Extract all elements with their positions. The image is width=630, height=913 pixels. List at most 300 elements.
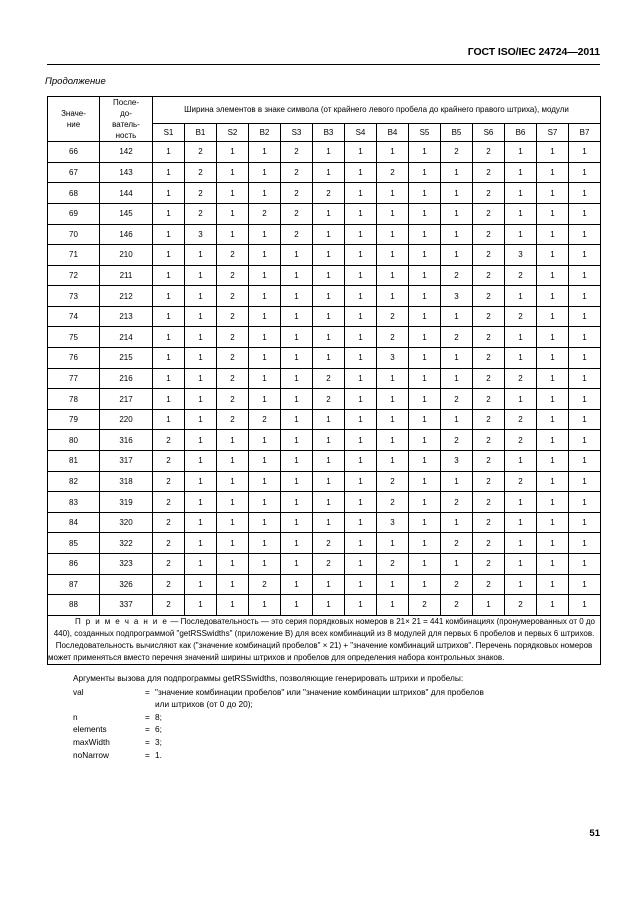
cell-width-s2: 2 bbox=[217, 327, 249, 348]
cell-width-s3: 2 bbox=[281, 183, 313, 204]
cell-width-s6: 2 bbox=[473, 430, 505, 451]
cell-width-s2: 1 bbox=[217, 533, 249, 554]
continuation-caption: Продолжение bbox=[45, 76, 106, 87]
note-text: — Последовательность — это серия порядковых номеров в 21× 21 = 441 комбинациях (пронумерованных от 0 до 440), созданных подпрограммой "getRSSwidths" (приложение В) для всех комбинаций из 8 модулей для первых 6 пробелов и первых 6 штрихов. Последовательность вычисляют как ("значение комбинаций пробелов" × 21) + "значение комбинаций штрихов". Перечень порядковых номеров может применяться вместо перечня значений ширины штрихов и пробелов для определения набора контрольных знаков. bbox=[48, 616, 596, 662]
cell-width-b3: 1 bbox=[313, 471, 345, 492]
cell-width-b2: 1 bbox=[249, 389, 281, 410]
cell-width-s1: 1 bbox=[153, 368, 185, 389]
cell-width-b1: 1 bbox=[185, 368, 217, 389]
cell-width-s7: 1 bbox=[537, 224, 569, 245]
cell-width-b4: 1 bbox=[377, 286, 409, 307]
cell-width-s5: 1 bbox=[409, 286, 441, 307]
cell-width-s3: 1 bbox=[281, 368, 313, 389]
table-row bbox=[48, 306, 601, 327]
cell-width-s5: 1 bbox=[409, 451, 441, 472]
cell-width-s3: 1 bbox=[281, 595, 313, 616]
table-note bbox=[48, 615, 601, 664]
cell-width-s2: 2 bbox=[217, 409, 249, 430]
header-module-b3: B3 bbox=[313, 124, 345, 142]
arguments-intro: Аргументы вызова для подпрограммы getRSSwidths, позволяющие генерировать штрихи и пробелы: bbox=[73, 673, 464, 683]
cell-width-b3: 2 bbox=[313, 533, 345, 554]
cell-value: 86 bbox=[48, 554, 100, 575]
cell-width-s4: 1 bbox=[345, 265, 377, 286]
cell-width-s2: 2 bbox=[217, 368, 249, 389]
table-row bbox=[48, 224, 601, 245]
cell-width-b1: 2 bbox=[185, 183, 217, 204]
cell-width-b6: 3 bbox=[505, 245, 537, 266]
cell-value: 88 bbox=[48, 595, 100, 616]
arguments-block bbox=[73, 672, 578, 761]
cell-width-b6: 2 bbox=[505, 368, 537, 389]
cell-width-b5: 1 bbox=[441, 224, 473, 245]
table-row bbox=[48, 265, 601, 286]
cell-sequence: 215 bbox=[100, 348, 153, 369]
cell-width-b2: 1 bbox=[249, 286, 281, 307]
cell-sequence: 211 bbox=[100, 265, 153, 286]
cell-width-s7: 1 bbox=[537, 142, 569, 163]
cell-width-b6: 2 bbox=[505, 409, 537, 430]
cell-width-s7: 1 bbox=[537, 389, 569, 410]
table-row bbox=[48, 203, 601, 224]
header-sequence-line4: ность bbox=[115, 131, 137, 141]
cell-sequence: 337 bbox=[100, 595, 153, 616]
cell-width-s3: 1 bbox=[281, 430, 313, 451]
cell-width-s1: 1 bbox=[153, 327, 185, 348]
table-header bbox=[48, 97, 601, 142]
cell-width-b3: 1 bbox=[313, 430, 345, 451]
cell-sequence: 220 bbox=[100, 409, 153, 430]
cell-width-s6: 2 bbox=[473, 183, 505, 204]
cell-width-b4: 1 bbox=[377, 389, 409, 410]
cell-width-s1: 2 bbox=[153, 430, 185, 451]
cell-width-b5: 3 bbox=[441, 451, 473, 472]
cell-width-b2: 1 bbox=[249, 512, 281, 533]
cell-width-s3: 2 bbox=[281, 142, 313, 163]
header-value bbox=[48, 97, 100, 142]
cell-width-s2: 2 bbox=[217, 348, 249, 369]
cell-width-b4: 1 bbox=[377, 142, 409, 163]
cell-width-b5: 1 bbox=[441, 471, 473, 492]
cell-sequence: 144 bbox=[100, 183, 153, 204]
cell-width-s3: 1 bbox=[281, 245, 313, 266]
table-row bbox=[48, 533, 601, 554]
cell-width-s1: 2 bbox=[153, 451, 185, 472]
cell-width-b4: 1 bbox=[377, 265, 409, 286]
cell-width-s6: 1 bbox=[473, 595, 505, 616]
cell-width-b4: 1 bbox=[377, 451, 409, 472]
cell-value: 84 bbox=[48, 512, 100, 533]
cell-width-b3: 1 bbox=[313, 327, 345, 348]
header-widths-span-title: Ширина элементов в знаке символа (от крайнего левого пробела до крайнего правого штриха), модули bbox=[153, 97, 601, 124]
cell-sequence: 214 bbox=[100, 327, 153, 348]
cell-width-s4: 1 bbox=[345, 451, 377, 472]
cell-width-s6: 2 bbox=[473, 409, 505, 430]
cell-width-b7: 1 bbox=[569, 183, 601, 204]
table-row bbox=[48, 162, 601, 183]
argument-name: n bbox=[73, 711, 78, 722]
cell-width-s1: 2 bbox=[153, 533, 185, 554]
cell-width-s2: 2 bbox=[217, 286, 249, 307]
header-module-s4: S4 bbox=[345, 124, 377, 142]
header-module-s5: S5 bbox=[409, 124, 441, 142]
cell-width-b3: 1 bbox=[313, 574, 345, 595]
cell-width-b3: 1 bbox=[313, 142, 345, 163]
cell-width-b1: 2 bbox=[185, 203, 217, 224]
cell-width-s5: 1 bbox=[409, 533, 441, 554]
cell-width-b1: 1 bbox=[185, 327, 217, 348]
cell-width-s4: 1 bbox=[345, 306, 377, 327]
cell-width-s4: 1 bbox=[345, 368, 377, 389]
cell-sequence: 318 bbox=[100, 471, 153, 492]
cell-width-b2: 1 bbox=[249, 492, 281, 513]
cell-width-b1: 1 bbox=[185, 471, 217, 492]
cell-width-b7: 1 bbox=[569, 492, 601, 513]
cell-width-b7: 1 bbox=[569, 327, 601, 348]
cell-width-s7: 1 bbox=[537, 554, 569, 575]
table-row bbox=[48, 430, 601, 451]
cell-width-b3: 2 bbox=[313, 368, 345, 389]
cell-value: 85 bbox=[48, 533, 100, 554]
cell-sequence: 216 bbox=[100, 368, 153, 389]
cell-width-b5: 2 bbox=[441, 574, 473, 595]
cell-width-b4: 3 bbox=[377, 512, 409, 533]
cell-width-s3: 1 bbox=[281, 512, 313, 533]
cell-width-s5: 1 bbox=[409, 224, 441, 245]
cell-width-s5: 1 bbox=[409, 348, 441, 369]
header-sequence-line1: После- bbox=[113, 98, 139, 107]
cell-width-b4: 1 bbox=[377, 595, 409, 616]
cell-width-b3: 1 bbox=[313, 306, 345, 327]
cell-width-b6: 2 bbox=[505, 306, 537, 327]
cell-width-b1: 1 bbox=[185, 574, 217, 595]
cell-value: 83 bbox=[48, 492, 100, 513]
cell-width-s1: 1 bbox=[153, 286, 185, 307]
header-sequence bbox=[100, 97, 153, 142]
cell-width-b4: 1 bbox=[377, 368, 409, 389]
cell-width-s5: 1 bbox=[409, 142, 441, 163]
cell-width-b2: 2 bbox=[249, 203, 281, 224]
note-row bbox=[48, 615, 601, 664]
cell-width-s2: 1 bbox=[217, 574, 249, 595]
cell-width-b6: 1 bbox=[505, 183, 537, 204]
cell-width-b5: 2 bbox=[441, 389, 473, 410]
cell-width-b1: 1 bbox=[185, 286, 217, 307]
cell-width-b4: 3 bbox=[377, 348, 409, 369]
arguments-list bbox=[73, 686, 578, 762]
cell-width-s6: 2 bbox=[473, 265, 505, 286]
cell-width-s1: 1 bbox=[153, 245, 185, 266]
cell-width-s1: 2 bbox=[153, 595, 185, 616]
cell-width-b7: 1 bbox=[569, 245, 601, 266]
cell-width-b2: 1 bbox=[249, 368, 281, 389]
cell-width-s6: 2 bbox=[473, 451, 505, 472]
cell-width-b1: 2 bbox=[185, 142, 217, 163]
header-module-b1: B1 bbox=[185, 124, 217, 142]
cell-width-s1: 1 bbox=[153, 224, 185, 245]
cell-width-b3: 1 bbox=[313, 286, 345, 307]
cell-width-s6: 2 bbox=[473, 348, 505, 369]
table-row bbox=[48, 451, 601, 472]
cell-width-b4: 1 bbox=[377, 245, 409, 266]
cell-width-s4: 1 bbox=[345, 492, 377, 513]
cell-width-s2: 2 bbox=[217, 245, 249, 266]
cell-width-s5: 1 bbox=[409, 265, 441, 286]
argument-name: maxWidth bbox=[73, 737, 110, 748]
cell-width-b2: 2 bbox=[249, 574, 281, 595]
table-row bbox=[48, 554, 601, 575]
cell-width-b6: 1 bbox=[505, 348, 537, 369]
cell-value: 77 bbox=[48, 368, 100, 389]
cell-width-s3: 1 bbox=[281, 471, 313, 492]
cell-width-b2: 1 bbox=[249, 224, 281, 245]
argument-value-continuation: или штрихов (от 0 до 20); bbox=[155, 699, 253, 710]
table-row bbox=[48, 471, 601, 492]
cell-value: 74 bbox=[48, 306, 100, 327]
cell-width-b3: 1 bbox=[313, 595, 345, 616]
element-widths-table bbox=[47, 96, 601, 665]
header-sequence-line2: до- bbox=[120, 109, 132, 119]
cell-width-b5: 2 bbox=[441, 430, 473, 451]
cell-width-b5: 2 bbox=[441, 595, 473, 616]
header-value-line2: ние bbox=[66, 120, 81, 130]
cell-width-s4: 1 bbox=[345, 203, 377, 224]
cell-width-b6: 2 bbox=[505, 430, 537, 451]
cell-sequence: 319 bbox=[100, 492, 153, 513]
cell-width-b2: 1 bbox=[249, 533, 281, 554]
cell-width-b7: 1 bbox=[569, 368, 601, 389]
cell-width-s6: 2 bbox=[473, 306, 505, 327]
cell-width-b7: 1 bbox=[569, 595, 601, 616]
cell-width-s2: 1 bbox=[217, 162, 249, 183]
header-module-b4: B4 bbox=[377, 124, 409, 142]
cell-width-s1: 1 bbox=[153, 306, 185, 327]
cell-sequence: 142 bbox=[100, 142, 153, 163]
cell-width-s4: 1 bbox=[345, 554, 377, 575]
table-row bbox=[48, 245, 601, 266]
table-row bbox=[48, 389, 601, 410]
cell-sequence: 212 bbox=[100, 286, 153, 307]
cell-width-b6: 1 bbox=[505, 574, 537, 595]
cell-width-s4: 1 bbox=[345, 471, 377, 492]
header-module-s7: S7 bbox=[537, 124, 569, 142]
cell-width-b7: 1 bbox=[569, 348, 601, 369]
header-module-b5: B5 bbox=[441, 124, 473, 142]
cell-width-s2: 1 bbox=[217, 451, 249, 472]
cell-width-s5: 1 bbox=[409, 492, 441, 513]
cell-width-s6: 2 bbox=[473, 327, 505, 348]
cell-width-s7: 1 bbox=[537, 471, 569, 492]
cell-width-s4: 1 bbox=[345, 595, 377, 616]
cell-width-b1: 3 bbox=[185, 224, 217, 245]
cell-width-s1: 2 bbox=[153, 554, 185, 575]
cell-width-b1: 1 bbox=[185, 265, 217, 286]
cell-width-s3: 1 bbox=[281, 554, 313, 575]
cell-width-b4: 1 bbox=[377, 224, 409, 245]
cell-width-b6: 1 bbox=[505, 327, 537, 348]
cell-sequence: 316 bbox=[100, 430, 153, 451]
cell-width-s6: 2 bbox=[473, 389, 505, 410]
cell-width-s3: 1 bbox=[281, 492, 313, 513]
cell-width-s5: 1 bbox=[409, 554, 441, 575]
table-row bbox=[48, 142, 601, 163]
cell-width-b2: 1 bbox=[249, 471, 281, 492]
cell-width-b5: 2 bbox=[441, 142, 473, 163]
cell-width-s7: 1 bbox=[537, 162, 569, 183]
cell-width-b1: 1 bbox=[185, 430, 217, 451]
cell-width-b5: 1 bbox=[441, 512, 473, 533]
cell-width-b5: 1 bbox=[441, 203, 473, 224]
cell-width-s3: 1 bbox=[281, 286, 313, 307]
argument-name: val bbox=[73, 686, 84, 697]
cell-width-s2: 1 bbox=[217, 512, 249, 533]
cell-width-s2: 1 bbox=[217, 142, 249, 163]
cell-width-b1: 1 bbox=[185, 306, 217, 327]
cell-sequence: 317 bbox=[100, 451, 153, 472]
argument-value: 1. bbox=[155, 749, 162, 760]
argument-name: noNarrow bbox=[73, 749, 109, 760]
table-row bbox=[48, 409, 601, 430]
table-row bbox=[48, 327, 601, 348]
cell-width-b3: 2 bbox=[313, 554, 345, 575]
cell-width-b6: 2 bbox=[505, 265, 537, 286]
cell-width-s7: 1 bbox=[537, 348, 569, 369]
argument-equals: = bbox=[145, 749, 150, 760]
cell-width-b1: 1 bbox=[185, 533, 217, 554]
cell-width-s3: 1 bbox=[281, 348, 313, 369]
cell-width-b6: 1 bbox=[505, 451, 537, 472]
cell-sequence: 320 bbox=[100, 512, 153, 533]
cell-width-s3: 1 bbox=[281, 327, 313, 348]
cell-width-b7: 1 bbox=[569, 265, 601, 286]
cell-width-s4: 1 bbox=[345, 327, 377, 348]
cell-width-b1: 1 bbox=[185, 512, 217, 533]
cell-width-b2: 1 bbox=[249, 554, 281, 575]
cell-width-b6: 2 bbox=[505, 471, 537, 492]
cell-width-b6: 1 bbox=[505, 162, 537, 183]
cell-width-s7: 1 bbox=[537, 451, 569, 472]
cell-width-b5: 2 bbox=[441, 327, 473, 348]
argument-equals: = bbox=[145, 711, 150, 722]
cell-width-s2: 2 bbox=[217, 265, 249, 286]
cell-width-s1: 1 bbox=[153, 409, 185, 430]
cell-width-b5: 2 bbox=[441, 492, 473, 513]
cell-width-s7: 1 bbox=[537, 306, 569, 327]
cell-width-b2: 2 bbox=[249, 409, 281, 430]
cell-width-b4: 1 bbox=[377, 183, 409, 204]
cell-width-b6: 1 bbox=[505, 554, 537, 575]
header-module-s2: S2 bbox=[217, 124, 249, 142]
cell-width-s2: 1 bbox=[217, 430, 249, 451]
cell-width-s7: 1 bbox=[537, 595, 569, 616]
cell-width-s4: 1 bbox=[345, 430, 377, 451]
cell-value: 81 bbox=[48, 451, 100, 472]
cell-width-s4: 1 bbox=[345, 533, 377, 554]
cell-width-b6: 1 bbox=[505, 512, 537, 533]
cell-width-b5: 1 bbox=[441, 368, 473, 389]
cell-width-b2: 1 bbox=[249, 451, 281, 472]
cell-width-b3: 1 bbox=[313, 203, 345, 224]
cell-width-s5: 1 bbox=[409, 430, 441, 451]
argument-name: elements bbox=[73, 724, 107, 735]
cell-width-b7: 1 bbox=[569, 574, 601, 595]
cell-width-s1: 1 bbox=[153, 183, 185, 204]
cell-width-s1: 1 bbox=[153, 389, 185, 410]
header-module-b7: B7 bbox=[569, 124, 601, 142]
cell-width-b5: 1 bbox=[441, 348, 473, 369]
cell-width-s6: 2 bbox=[473, 471, 505, 492]
cell-width-s2: 1 bbox=[217, 203, 249, 224]
cell-width-b3: 1 bbox=[313, 492, 345, 513]
cell-width-b1: 1 bbox=[185, 389, 217, 410]
table-row bbox=[48, 595, 601, 616]
cell-width-s2: 1 bbox=[217, 492, 249, 513]
cell-width-s5: 1 bbox=[409, 512, 441, 533]
cell-width-b4: 2 bbox=[377, 554, 409, 575]
argument-equals: = bbox=[145, 724, 150, 735]
cell-width-b1: 1 bbox=[185, 348, 217, 369]
cell-width-s3: 2 bbox=[281, 224, 313, 245]
cell-width-b7: 1 bbox=[569, 409, 601, 430]
cell-width-b3: 1 bbox=[313, 451, 345, 472]
cell-width-s7: 1 bbox=[537, 430, 569, 451]
cell-width-s4: 1 bbox=[345, 574, 377, 595]
cell-value: 80 bbox=[48, 430, 100, 451]
cell-width-b4: 2 bbox=[377, 162, 409, 183]
cell-width-s7: 1 bbox=[537, 245, 569, 266]
header-value-line1: Значе- bbox=[61, 109, 86, 119]
table-body bbox=[48, 142, 601, 616]
cell-width-s5: 1 bbox=[409, 471, 441, 492]
header-module-s1: S1 bbox=[153, 124, 185, 142]
cell-value: 69 bbox=[48, 203, 100, 224]
table-row bbox=[48, 492, 601, 513]
cell-width-b2: 1 bbox=[249, 245, 281, 266]
cell-width-s7: 1 bbox=[537, 327, 569, 348]
cell-width-b4: 2 bbox=[377, 492, 409, 513]
cell-width-b3: 1 bbox=[313, 348, 345, 369]
cell-width-s3: 1 bbox=[281, 533, 313, 554]
cell-width-b7: 1 bbox=[569, 554, 601, 575]
cell-sequence: 213 bbox=[100, 306, 153, 327]
cell-width-s7: 1 bbox=[537, 286, 569, 307]
argument-value: 3; bbox=[155, 737, 162, 748]
cell-width-s1: 1 bbox=[153, 265, 185, 286]
argument-equals: = bbox=[145, 686, 150, 697]
cell-width-b5: 1 bbox=[441, 409, 473, 430]
cell-value: 67 bbox=[48, 162, 100, 183]
cell-width-s4: 1 bbox=[345, 224, 377, 245]
header-rule bbox=[47, 64, 600, 65]
cell-width-b3: 1 bbox=[313, 265, 345, 286]
cell-width-b2: 1 bbox=[249, 348, 281, 369]
cell-width-s7: 1 bbox=[537, 492, 569, 513]
cell-value: 87 bbox=[48, 574, 100, 595]
cell-width-s7: 1 bbox=[537, 512, 569, 533]
cell-width-s6: 2 bbox=[473, 142, 505, 163]
cell-width-s6: 2 bbox=[473, 554, 505, 575]
cell-width-s5: 1 bbox=[409, 327, 441, 348]
cell-width-s7: 1 bbox=[537, 409, 569, 430]
cell-width-s6: 2 bbox=[473, 574, 505, 595]
cell-sequence: 322 bbox=[100, 533, 153, 554]
cell-width-s4: 1 bbox=[345, 162, 377, 183]
cell-width-s4: 1 bbox=[345, 409, 377, 430]
cell-sequence: 326 bbox=[100, 574, 153, 595]
cell-width-b3: 1 bbox=[313, 162, 345, 183]
cell-width-s2: 1 bbox=[217, 554, 249, 575]
cell-value: 82 bbox=[48, 471, 100, 492]
header-module-s3: S3 bbox=[281, 124, 313, 142]
